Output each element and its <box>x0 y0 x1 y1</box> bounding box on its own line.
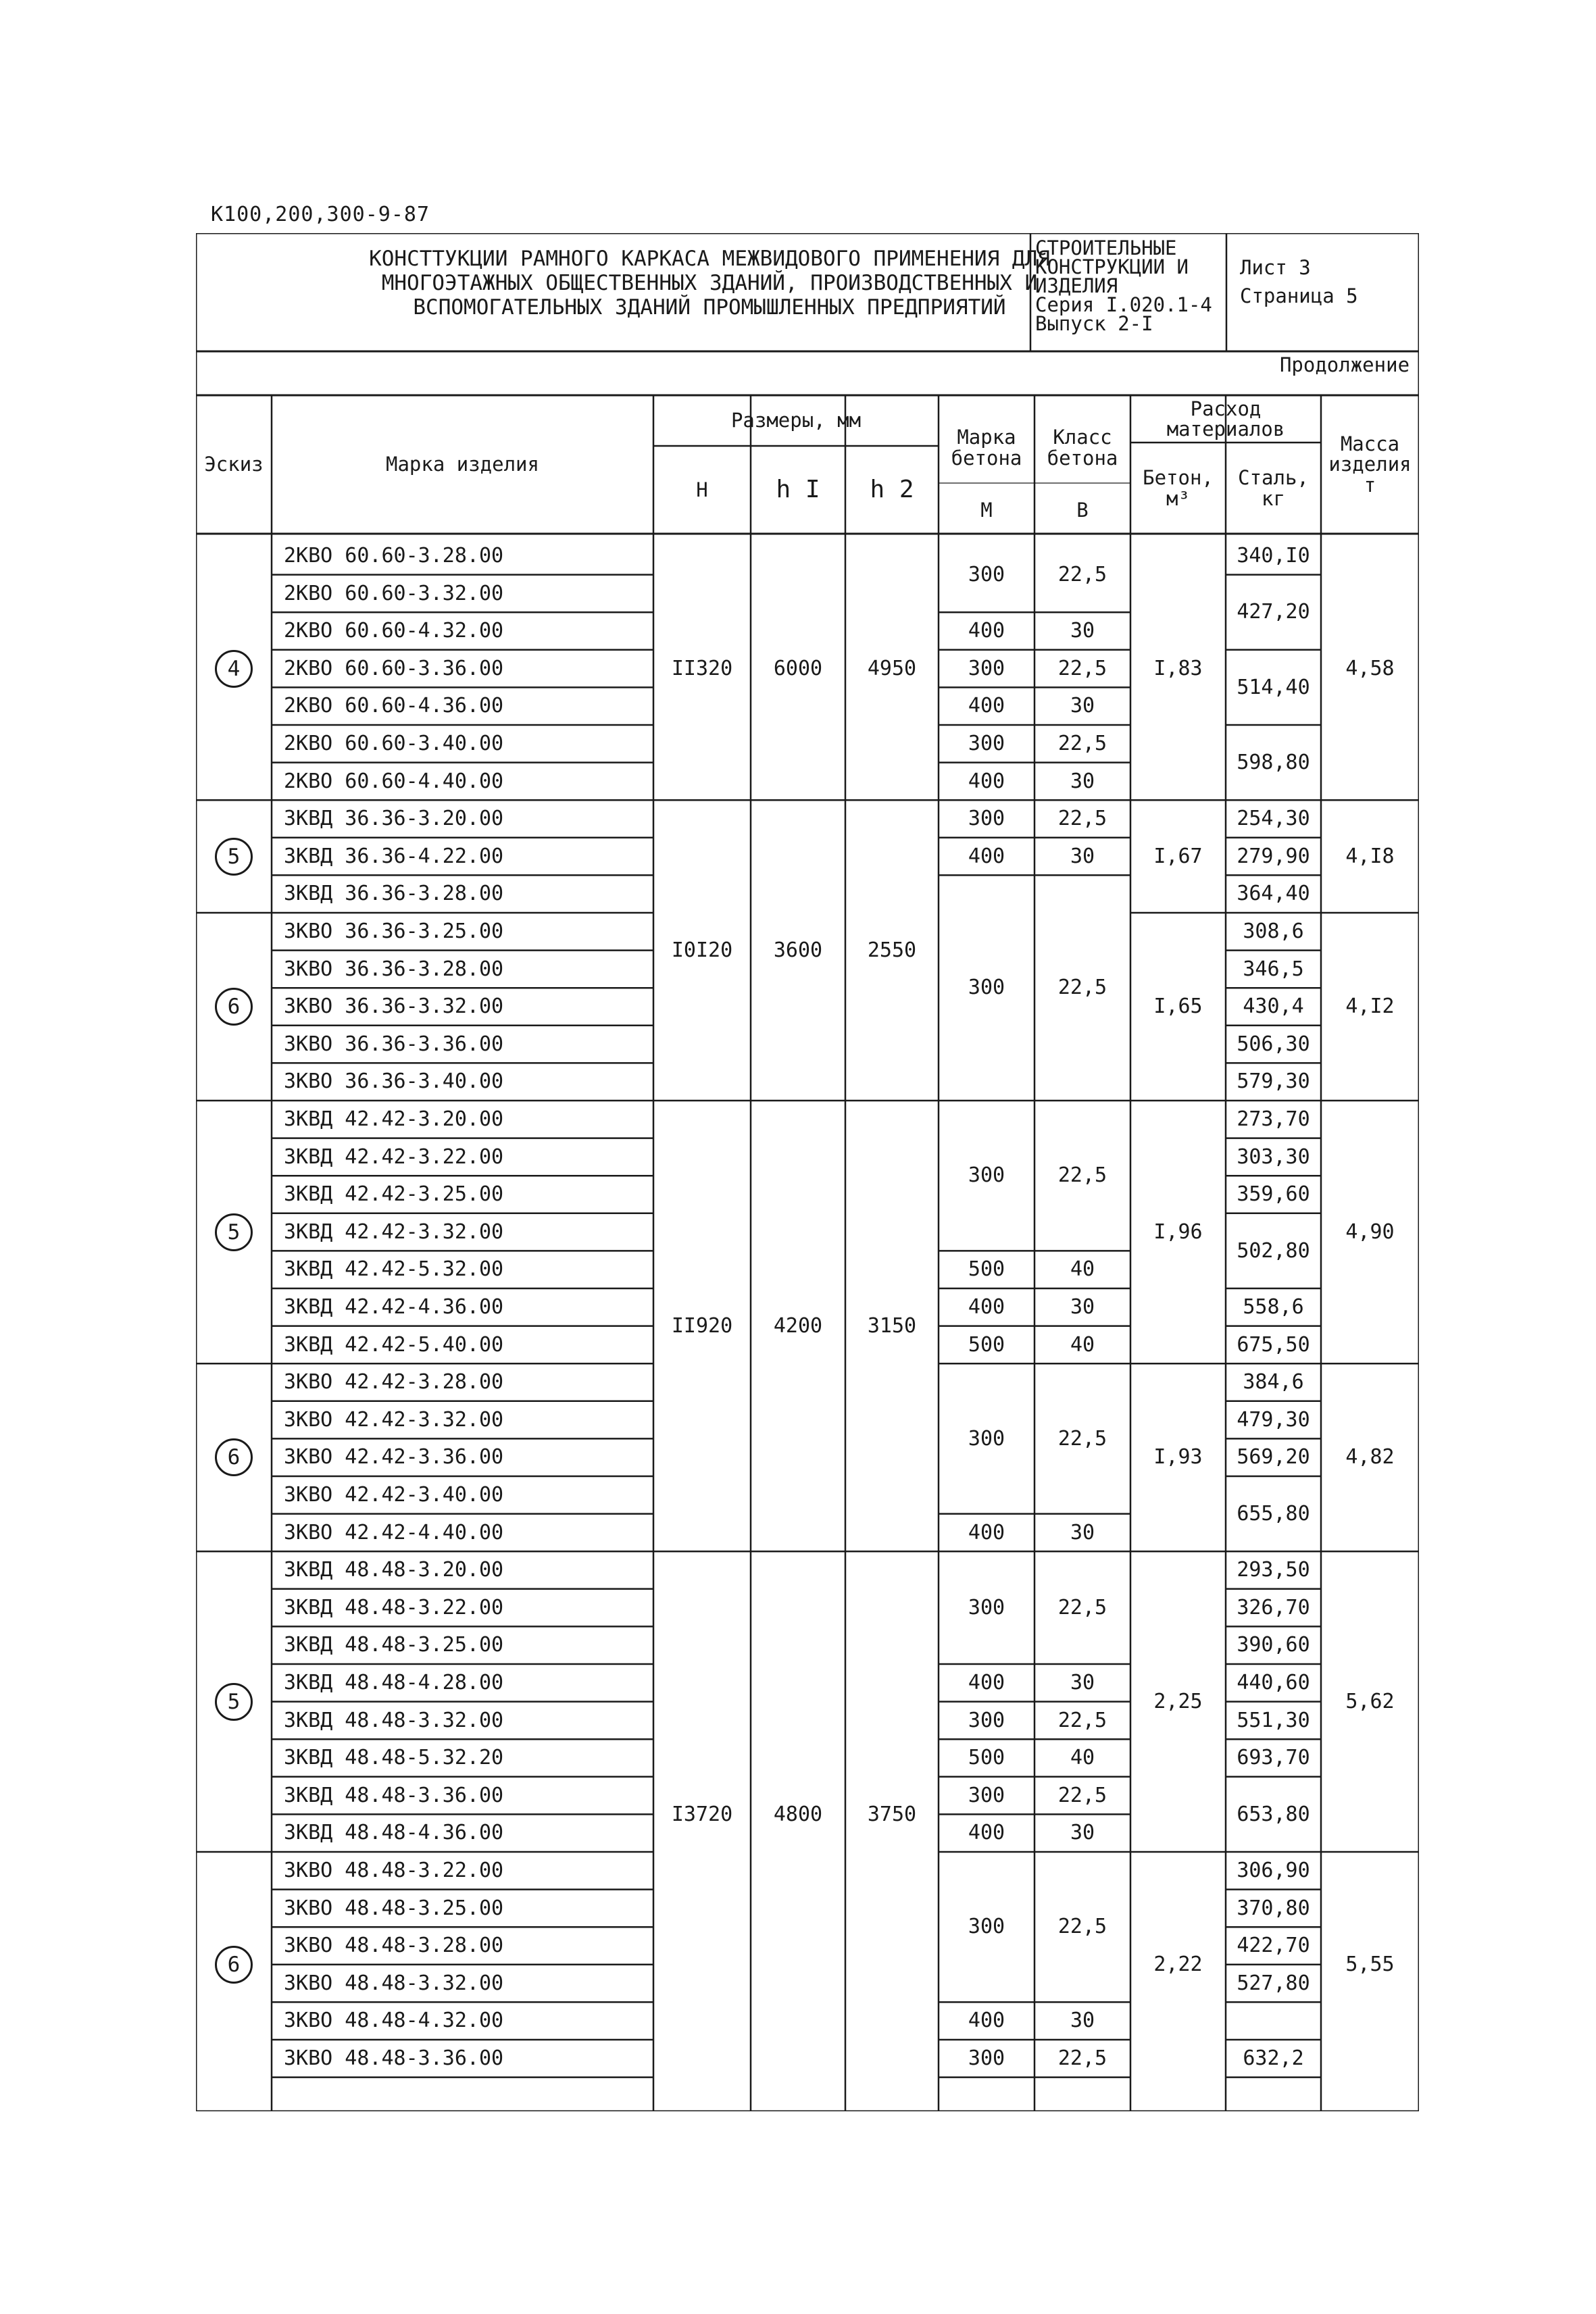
concrete-grade-cell: 400 <box>968 1520 1005 1544</box>
steel-cell: 359,60 <box>1237 1182 1310 1207</box>
mark-cell: 3КВО 48.48-3.36.00 <box>284 2046 504 2071</box>
specification-sheet <box>196 233 1419 2111</box>
header-concrete-volume: Бетон, м³ <box>1143 466 1214 510</box>
mark-cell: 3КВО 36.36-3.28.00 <box>284 957 504 981</box>
concrete-grade-cell: 300 <box>968 562 1005 586</box>
header-mark: Марка изделия <box>386 453 539 476</box>
dim-h2-cell: 3150 <box>867 1313 917 1338</box>
concrete-class-cell: 30 <box>1070 1821 1095 1845</box>
header-concrete-grade-unit: М <box>980 498 993 522</box>
mark-cell: 3КВД 42.42-3.22.00 <box>284 1145 504 1169</box>
concrete-class-cell: 40 <box>1070 1332 1095 1357</box>
dim-H-cell: II320 <box>671 656 733 680</box>
concrete-class-cell: 22,5 <box>1057 1163 1107 1188</box>
steel-cell: 306,90 <box>1237 1859 1310 1883</box>
concrete-class-cell: 30 <box>1070 1295 1095 1319</box>
concrete-grade-cell: 500 <box>968 1332 1005 1357</box>
mass-cell: 4,82 <box>1345 1445 1395 1469</box>
steel-cell: 346,5 <box>1243 957 1304 981</box>
steel-cell: 384,6 <box>1243 1370 1304 1394</box>
steel-cell: 598,80 <box>1237 750 1310 774</box>
concrete-class-cell: 22,5 <box>1057 1426 1107 1451</box>
dim-h2-cell: 3750 <box>867 1802 917 1826</box>
mark-cell: 2КВО 60.60-4.32.00 <box>284 619 504 643</box>
header-sketch: Эскиз <box>204 453 264 476</box>
concrete-class-cell: 22,5 <box>1057 732 1107 756</box>
mark-cell: 3КВД 42.42-5.40.00 <box>284 1332 504 1357</box>
steel-cell: 364,40 <box>1237 882 1310 906</box>
concrete-grade-cell: 400 <box>968 694 1005 718</box>
sketch-number-circle: 4 <box>215 650 253 688</box>
concrete-class-cell: 22,5 <box>1057 1915 1107 1939</box>
series-block <box>1035 238 1212 333</box>
steel-cell: 569,20 <box>1237 1445 1310 1469</box>
concrete-class-cell: 22,5 <box>1057 1595 1107 1619</box>
steel-cell: 390,60 <box>1237 1633 1310 1657</box>
header-dimensions: Размеры, мм <box>730 409 862 432</box>
concrete-grade-cell: 300 <box>968 807 1005 831</box>
concrete-class-cell: 30 <box>1070 2009 1095 2033</box>
concrete-volume-cell: 2,25 <box>1153 1689 1203 1713</box>
steel-cell: 693,70 <box>1237 1746 1310 1770</box>
mark-cell: 3КВД 48.48-4.36.00 <box>284 1821 504 1845</box>
mass-cell: 4,I8 <box>1345 844 1395 868</box>
header-H: Н <box>696 478 708 501</box>
steel-cell: 293,50 <box>1237 1558 1310 1582</box>
series-line: Серия I.020.1-4 <box>1035 293 1212 316</box>
steel-cell: 558,6 <box>1243 1295 1304 1319</box>
dim-H-cell: I3720 <box>671 1802 733 1826</box>
concrete-grade-cell: 300 <box>968 2046 1005 2071</box>
steel-cell <box>1226 2002 1321 2040</box>
steel-cell: 303,30 <box>1237 1145 1310 1169</box>
mark-cell: 3КВО 42.42-4.40.00 <box>284 1520 504 1544</box>
steel-cell: 675,50 <box>1237 1332 1310 1357</box>
steel-cell: 279,90 <box>1237 844 1310 868</box>
mark-cell: 3КВД 36.36-4.22.00 <box>284 844 504 868</box>
concrete-class-cell: 40 <box>1070 1746 1095 1770</box>
concrete-grade-cell: 300 <box>968 1426 1005 1451</box>
concrete-volume-cell: I,93 <box>1153 1445 1203 1469</box>
mark-cell: 3КВО 36.36-3.40.00 <box>284 1070 504 1094</box>
steel-cell: 579,30 <box>1237 1070 1310 1094</box>
mark-cell: 3КВД 48.48-3.22.00 <box>284 1595 504 1619</box>
mark-cell: 3КВД 42.42-3.20.00 <box>284 1107 504 1132</box>
mark-cell: 3КВО 36.36-3.32.00 <box>284 995 504 1019</box>
concrete-grade-cell: 400 <box>968 1821 1005 1845</box>
mark-cell: 3КВД 42.42-3.25.00 <box>284 1182 504 1207</box>
concrete-volume-cell: I,96 <box>1153 1219 1203 1244</box>
header-h2: h 2 <box>870 476 914 504</box>
mark-cell: 3КВД 42.42-3.32.00 <box>284 1219 504 1244</box>
mass-cell: 5,55 <box>1345 1953 1395 1977</box>
header-concrete-class-unit: В <box>1076 498 1089 522</box>
mark-cell: 3КВД 42.42-5.32.00 <box>284 1257 504 1282</box>
dim-H-cell: II920 <box>671 1313 733 1338</box>
mark-cell: 3КВД 36.36-3.28.00 <box>284 882 504 906</box>
mark-cell: 3КВД 48.48-5.32.20 <box>284 1746 504 1770</box>
header-concrete-grade: Марка бетона <box>951 426 1022 470</box>
concrete-grade-cell: 400 <box>968 2009 1005 2033</box>
mark-cell: 2КВО 60.60-3.40.00 <box>284 732 504 756</box>
mark-cell: 2КВО 60.60-3.28.00 <box>284 544 504 568</box>
concrete-volume-cell: I,65 <box>1153 995 1203 1019</box>
concrete-class-cell: 22,5 <box>1057 562 1107 586</box>
mark-cell: 2КВО 60.60-3.32.00 <box>284 581 504 605</box>
steel-cell: 370,80 <box>1237 1896 1310 1920</box>
steel-cell: 655,80 <box>1237 1501 1310 1526</box>
mark-cell: 3КВД 48.48-3.20.00 <box>284 1558 504 1582</box>
concrete-class-cell: 30 <box>1070 619 1095 643</box>
page-number: Страница 5 <box>1240 284 1358 307</box>
sketch-number-circle: 6 <box>215 1946 253 1984</box>
mark-cell: 3КВД 48.48-4.28.00 <box>284 1671 504 1695</box>
steel-cell: 340,I0 <box>1237 544 1310 568</box>
concrete-class-cell: 30 <box>1070 694 1095 718</box>
series-line: СТРОИТЕЛЬНЫЕ <box>1035 236 1177 259</box>
mark-cell: 3КВО 36.36-3.25.00 <box>284 920 504 944</box>
concrete-volume-cell: 2,22 <box>1153 1953 1203 1977</box>
dim-h2-cell: 4950 <box>867 656 917 680</box>
concrete-grade-cell: 400 <box>968 1295 1005 1319</box>
concrete-class-cell: 22,5 <box>1057 807 1107 831</box>
concrete-grade-cell: 400 <box>968 1671 1005 1695</box>
mark-cell: 2КВО 60.60-4.40.00 <box>284 769 504 793</box>
mark-cell: 3КВО 42.42-3.32.00 <box>284 1407 504 1432</box>
dim-H-cell: I0I20 <box>671 938 733 962</box>
steel-cell: 653,80 <box>1237 1802 1310 1826</box>
concrete-class-cell: 22,5 <box>1057 976 1107 1000</box>
mark-cell: 3КВД 48.48-3.36.00 <box>284 1783 504 1807</box>
document-code: К100,200,300-9-87 <box>211 203 430 226</box>
sketch-number-circle: 6 <box>215 1438 253 1476</box>
steel-cell: 506,30 <box>1237 1032 1310 1056</box>
concrete-grade-cell: 300 <box>968 1163 1005 1188</box>
concrete-grade-cell: 500 <box>968 1746 1005 1770</box>
steel-cell: 527,80 <box>1237 1971 1310 1995</box>
steel-cell: 440,60 <box>1237 1671 1310 1695</box>
steel-cell: 422,70 <box>1237 1934 1310 1958</box>
sketch-number-circle: 5 <box>215 1683 253 1721</box>
concrete-class-cell: 22,5 <box>1057 1783 1107 1807</box>
mark-cell: 3КВО 48.48-3.28.00 <box>284 1934 504 1958</box>
dim-h1-cell: 6000 <box>773 656 823 680</box>
mark-cell: 3КВД 48.48-3.32.00 <box>284 1708 504 1732</box>
header-consumption: Расход материалов <box>1166 397 1285 441</box>
steel-cell: 254,30 <box>1237 807 1310 831</box>
sketch-number-circle: 5 <box>215 1213 253 1251</box>
concrete-volume-cell: I,83 <box>1153 656 1203 680</box>
title-line: ВСПОМОГАТЕЛЬНЫХ ЗДАНИЙ ПРОМЫШЛЕННЫХ ПРЕДПРИЯТИЙ <box>413 295 1006 320</box>
mark-cell: 3КВО 36.36-3.36.00 <box>284 1032 504 1056</box>
mark-cell: 3КВО 42.42-3.40.00 <box>284 1483 504 1507</box>
steel-cell: 632,2 <box>1243 2046 1304 2071</box>
concrete-grade-cell: 300 <box>968 1915 1005 1939</box>
mark-cell: 3КВД 36.36-3.20.00 <box>284 807 504 831</box>
dim-h1-cell: 4800 <box>773 1802 823 1826</box>
concrete-grade-cell: 300 <box>968 1595 1005 1619</box>
sheet-number: Лист 3 <box>1240 256 1311 279</box>
header-concrete-class: Класс бетона <box>1047 426 1118 470</box>
sketch-number-circle: 6 <box>215 988 253 1026</box>
concrete-class-cell: 30 <box>1070 1520 1095 1544</box>
mark-cell: 2КВО 60.60-3.36.00 <box>284 656 504 680</box>
concrete-grade-cell: 400 <box>968 619 1005 643</box>
mark-cell: 2КВО 60.60-4.36.00 <box>284 694 504 718</box>
mark-cell: 3КВО 48.48-3.32.00 <box>284 1971 504 1995</box>
dim-h1-cell: 3600 <box>773 938 823 962</box>
header-h1: h I <box>776 476 820 504</box>
sketch-number-circle: 5 <box>215 838 253 876</box>
mark-cell: 3КВО 42.42-3.28.00 <box>284 1370 504 1394</box>
concrete-grade-cell: 400 <box>968 844 1005 868</box>
steel-cell: 514,40 <box>1237 675 1310 699</box>
steel-cell: 308,6 <box>1243 920 1304 944</box>
concrete-grade-cell: 300 <box>968 732 1005 756</box>
mass-cell: 4,I2 <box>1345 995 1395 1019</box>
mark-cell: 3КВД 48.48-3.25.00 <box>284 1633 504 1657</box>
steel-cell: 427,20 <box>1237 600 1310 624</box>
sheet-block <box>1240 253 1358 310</box>
title-line: КОНСТТУКЦИИ РАМНОГО КАРКАСА МЕЖВИДОВОГО ПРИМЕНЕНИЯ ДЛЯ <box>369 247 1050 271</box>
steel-cell: 273,70 <box>1237 1107 1310 1132</box>
concrete-class-cell: 30 <box>1070 1671 1095 1695</box>
concrete-grade-cell: 300 <box>968 1708 1005 1732</box>
concrete-class-cell: 22,5 <box>1057 1708 1107 1732</box>
mass-cell: 4,58 <box>1345 656 1395 680</box>
concrete-grade-cell: 300 <box>968 976 1005 1000</box>
concrete-class-cell: 30 <box>1070 769 1095 793</box>
mass-cell: 5,62 <box>1345 1689 1395 1713</box>
mark-cell: 3КВО 42.42-3.36.00 <box>284 1445 504 1469</box>
series-line: КОНСТРУКЦИИ И <box>1035 255 1189 278</box>
steel-cell: 326,70 <box>1237 1595 1310 1619</box>
continuation-label: Продолжение <box>1279 353 1410 376</box>
concrete-grade-cell: 300 <box>968 656 1005 680</box>
concrete-volume-cell: I,67 <box>1153 844 1203 868</box>
mark-cell: 3КВО 48.48-4.32.00 <box>284 2009 504 2033</box>
header-steel: Сталь, кг <box>1238 466 1309 510</box>
steel-cell: 551,30 <box>1237 1708 1310 1732</box>
series-line: ИЗДЕЛИЯ <box>1035 274 1118 297</box>
concrete-grade-cell: 500 <box>968 1257 1005 1282</box>
series-line: Выпуск 2-I <box>1035 312 1153 335</box>
mark-cell: 3КВО 48.48-3.25.00 <box>284 1896 504 1920</box>
title-line: МНОГОЭТАЖНЫХ ОБЩЕСТВЕННЫХ ЗДАНИЙ, ПРОИЗВОДСТВЕННЫХ И <box>381 271 1038 295</box>
steel-cell: 502,80 <box>1237 1238 1310 1263</box>
concrete-class-cell: 22,5 <box>1057 2046 1107 2071</box>
mass-cell: 4,90 <box>1345 1219 1395 1244</box>
steel-cell: 479,30 <box>1237 1407 1310 1432</box>
dim-h1-cell: 4200 <box>773 1313 823 1338</box>
concrete-grade-cell: 300 <box>968 1783 1005 1807</box>
dim-h2-cell: 2550 <box>867 938 917 962</box>
header-mass: Масса изделия т <box>1328 432 1412 497</box>
concrete-class-cell: 40 <box>1070 1257 1095 1282</box>
mark-cell: 3КВО 48.48-3.22.00 <box>284 1859 504 1883</box>
steel-cell: 430,4 <box>1243 995 1304 1019</box>
concrete-class-cell: 22,5 <box>1057 656 1107 680</box>
concrete-grade-cell: 400 <box>968 769 1005 793</box>
mark-cell: 3КВД 42.42-4.36.00 <box>284 1295 504 1319</box>
concrete-class-cell: 30 <box>1070 844 1095 868</box>
